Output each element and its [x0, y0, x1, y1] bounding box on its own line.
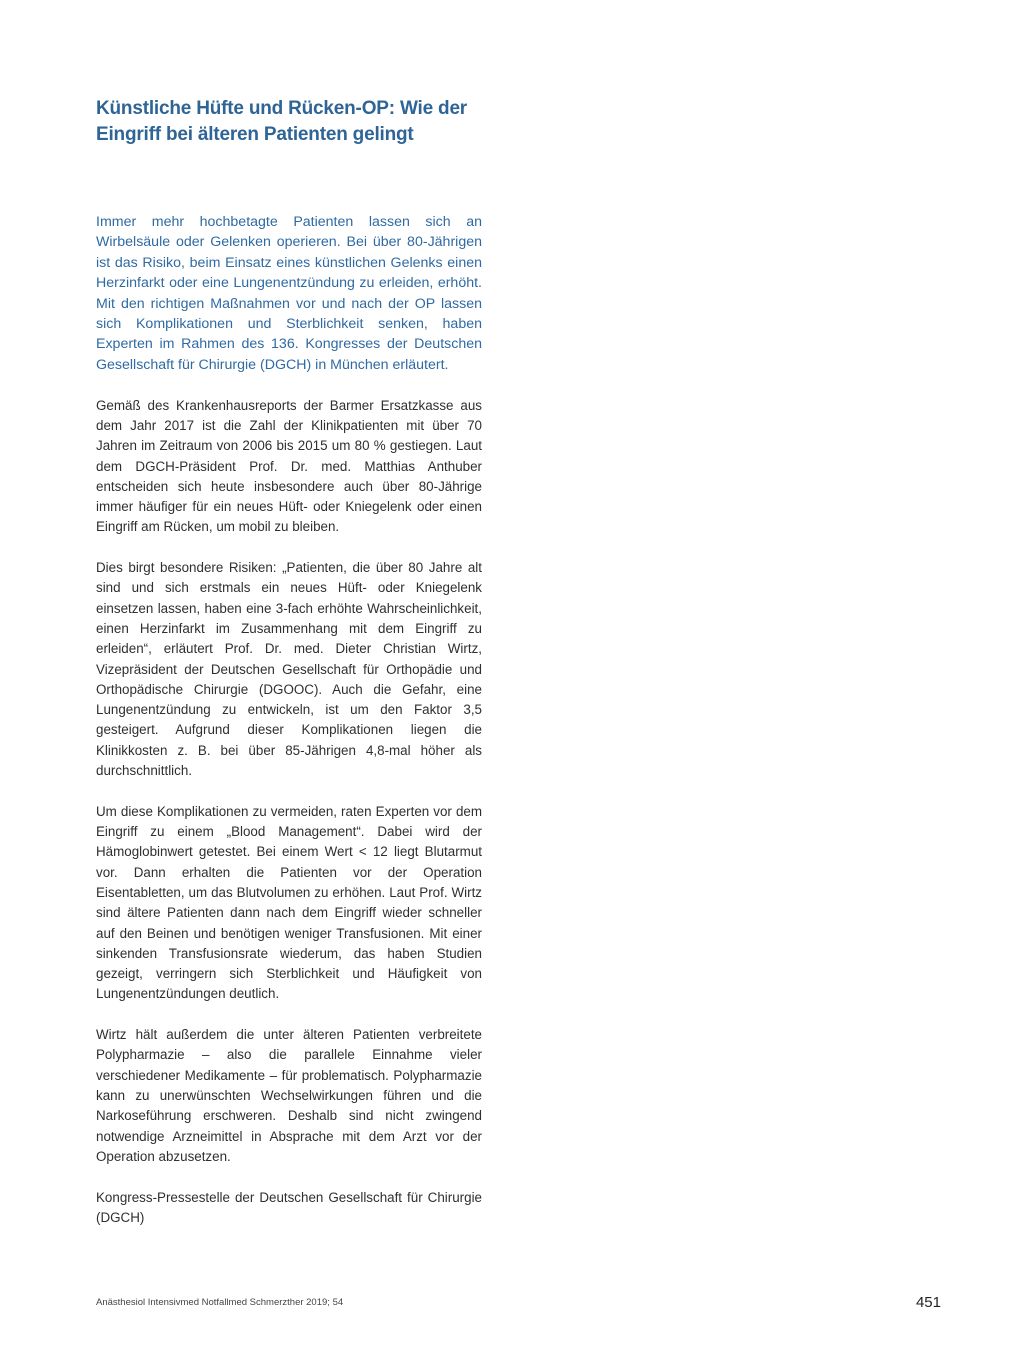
paragraph-source: Kongress-Pressestelle der Deutschen Gesellschaft für Chirurgie (DGCH): [96, 1189, 482, 1225]
paragraph-barmer-report: Gemäß des Krankenhausreports der Barmer Ersatzkasse aus dem Jahr 2017 ist die Zahl der Klinikpatienten mit über 70 Jahren im Zeitraum von 2006 bis 2015 um 80 % gestiegen. Laut dem DGCH-Präsident Prof. Dr. med. Matthias Anthuber entscheiden sich heute insbesondere auch über 80-Jährige immer häufiger für ein neues Hüft- oder Kniegelenk oder einen Eingriff am Rücken, um mobil zu bleiben.: [96, 397, 482, 535]
paragraph-blood-management: Um diese Komplikationen zu vermeiden, raten Experten vor dem Eingriff zu einem „Blood Management“. Dabei wird der Hämoglobinwert getestet. Bei einem Wert < 12 liegt Blutarmut vor. Dann erhalten die Patienten vor der Operation Eisentabletten, um das Blutvolumen zu erhöhen. Laut Prof. Wirtz sind ältere Patienten dann nach dem Eingriff wieder schneller auf den Beinen und benötigen weniger Transfusionen. Mit einer sinkenden Transfusionsrate wiederum, das haben Studien gezeigt, verringern sich Sterblichkeit und Häufigkeit von Lungenentzündungen deutlich.: [96, 803, 482, 1002]
article-lead: Immer mehr hochbetagte Patienten lassen sich an Wirbelsäule oder Gelenken operieren. Bei über 80-Jährigen ist das Risiko, beim Einsatz eines künstlichen Gelenks einen Herzinfarkt oder eine Lungenentzündung zu erleiden, erhöht. Mit den richtigen Maßnahmen vor und nach der OP lassen sich Komplikationen und Sterblichkeit senken, haben Experten im Rahmen des 136. Kongresses der Deutschen Gesellschaft für Chirurgie (DGCH) in München erläutert.: [96, 214, 482, 373]
article-title: Künstliche Hüfte und Rücken-OP: Wie der Eingriff bei älteren Patienten gelingt: [96, 98, 468, 145]
article: [96, 96, 482, 1228]
paragraph-risks: Dies birgt besondere Risiken: „Patienten, die über 80 Jahre alt sind und sich erstmals ein neues Hüft- oder Kniegelenk einsetzen lassen, haben eine 3-fach erhöhte Wahrscheinlichkeit, einen Herzinfarkt im Zusammenhang mit dem Eingriff zu erleiden“, erläutert Prof. Dr. med. Dieter Christian Wirtz, Vizepräsident der Deutschen Gesellschaft für Orthopädie und Orthopädische Chirurgie (DGOOC). Auch die Gefahr, eine Lungenentzündung zu entwickeln, ist um den Faktor 3,5 gesteigert. Aufgrund dieser Komplikationen liegen die Klinikkosten z. B. bei über 85-Jährigen 4,8-mal höher als durchschnittlich.: [96, 560, 482, 779]
journal-citation: Anästhesiol Intensivmed Notfallmed Schmerzther 2019; 54: [96, 1297, 344, 1308]
page-number: 451: [915, 1294, 941, 1311]
paragraph-polypharmacy: Wirtz hält außerdem die unter älteren Patienten verbreitete Polypharmazie – also die parallele Einnahme vieler verschiedener Medikamente – für problematisch. Polypharmazie kann zu unerwünschten Wechselwirkungen führen und die Narkoseführung erschweren. Deshalb sind nicht zwingend notwendige Arzneimittel in Absprache mit dem Arzt vor der Operation abzusetzen.: [96, 1027, 482, 1164]
